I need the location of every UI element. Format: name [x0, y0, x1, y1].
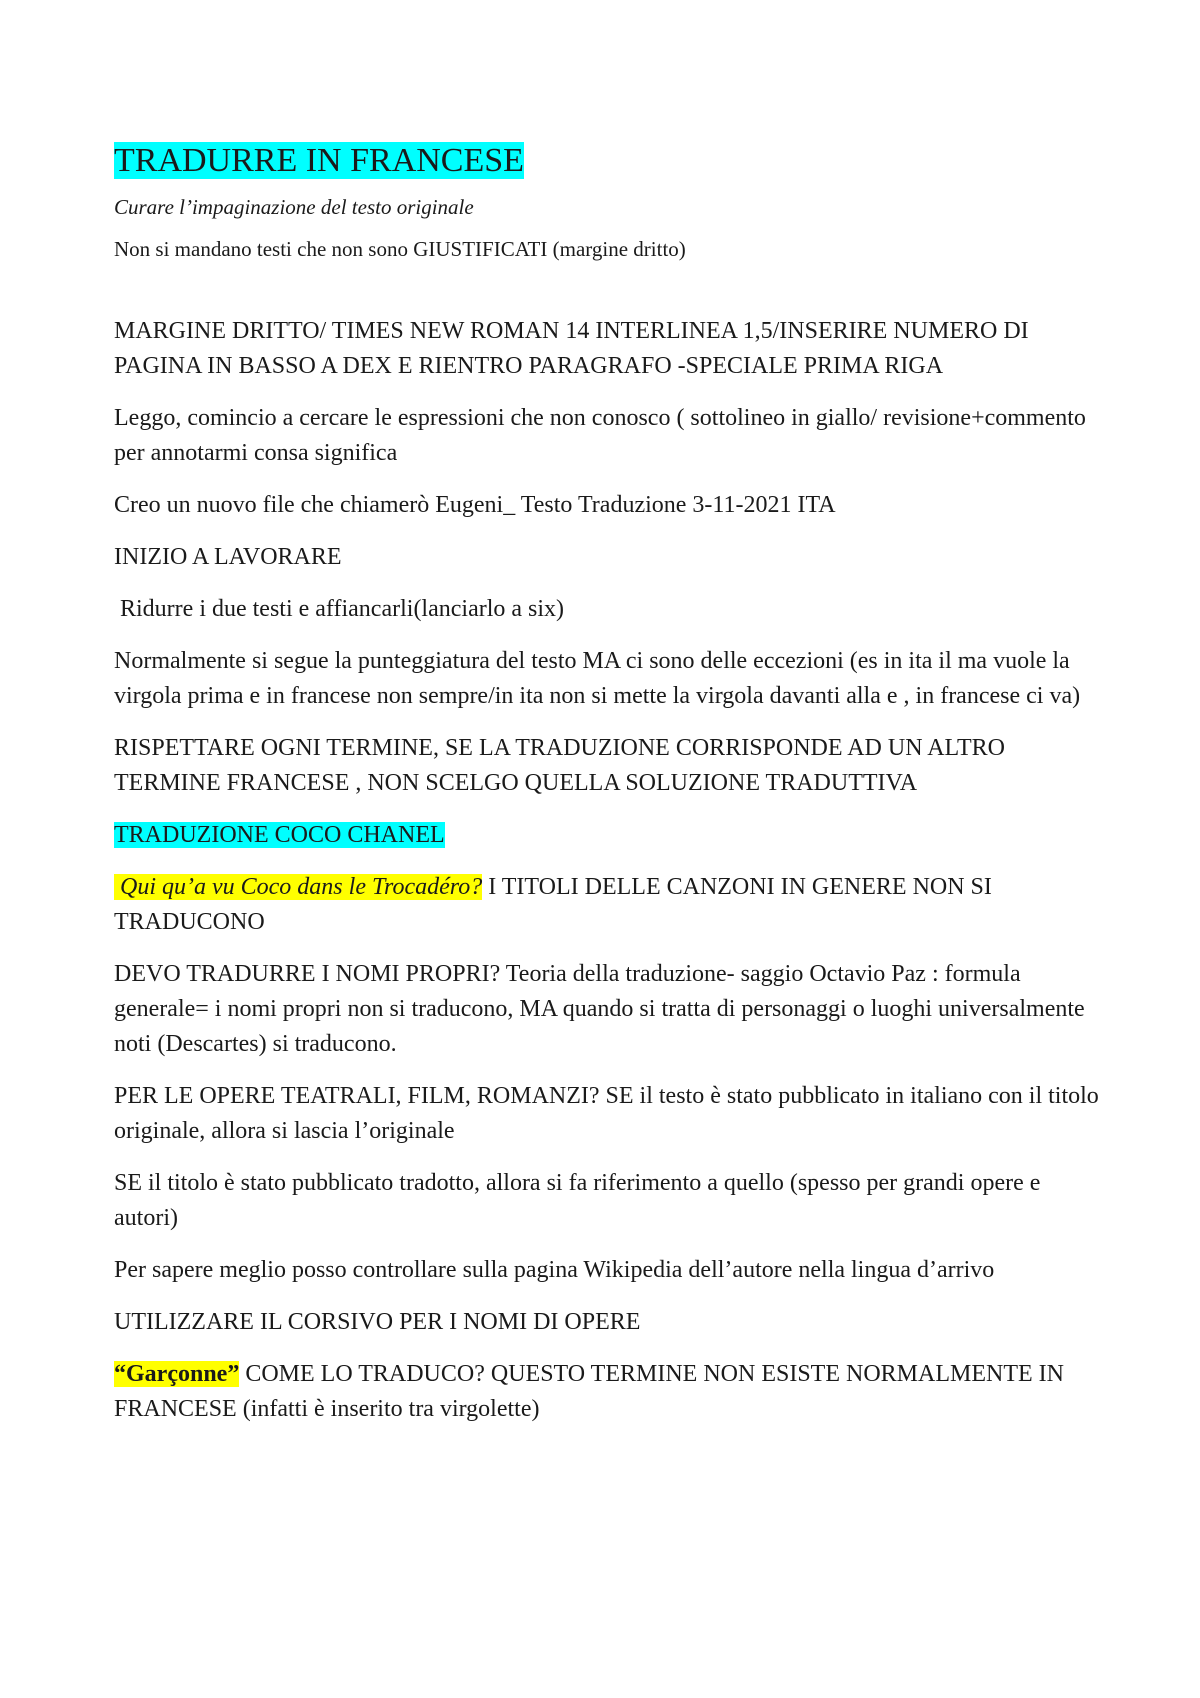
song-title-highlight: Qui qu’a vu Coco dans le Trocadéro? — [114, 874, 483, 900]
paragraph-song-title — [114, 870, 1104, 940]
paragraph-garconne — [114, 1357, 1104, 1427]
paragraph-works-titles: PER LE OPERE TEATRALI, FILM, ROMANZI? SE il testo è stato pubblicato in italiano con il titolo originale, allora si lascia l’originale — [114, 1083, 1099, 1144]
section-title — [114, 818, 1104, 853]
garconne-highlight: “Garçonne” — [114, 1361, 240, 1387]
paragraph-punctuation: Normalmente si segue la punteggiatura del testo MA ci sono delle eccezioni (es in ita il ma vuole la virgola prima e in francese non sempre/in ita non si mette la virgola davanti alla e , in francese ci va) — [114, 648, 1081, 709]
paragraph-new-file: Creo un nuovo file che chiamerò Eugeni_ Testo Traduzione 3-11-2021 ITA — [114, 492, 836, 518]
paragraph-reading: Leggo, comincio a cercare le espressioni che non conosco ( sottolineo in giallo/ revisione+commento per annotarmi consa significa — [114, 405, 1086, 466]
paragraph-formatting: MARGINE DRITTO/ TIMES NEW ROMAN 14 INTERLINEA 1,5/INSERIRE NUMERO DI PAGINA IN BASSO A DEX E RIENTRO PARAGRAFO -SPECIALE PRIMA RIGA — [114, 318, 1029, 379]
paragraph-italic-works: UTILIZZARE IL CORSIVO PER I NOMI DI OPERE — [114, 1309, 641, 1335]
section-title-text: TRADUZIONE COCO CHANEL — [114, 822, 445, 848]
justification-note: Non si mandano testi che non sono GIUSTIFICATI (margine dritto) — [114, 237, 686, 261]
paragraph-respect-terms: RISPETTARE OGNI TERMINE, SE LA TRADUZIONE CORRISPONDE AD UN ALTRO TERMINE FRANCESE , NON SCELGO QUELLA SOLUZIONE TRADUTTIVA — [114, 735, 1006, 796]
title-text: TRADURRE IN FRANCESE — [114, 142, 524, 179]
paragraph-translated-titles: SE il titolo è stato pubblicato tradotto, allora si fa riferimento a quello (spesso per grandi opere e autori) — [114, 1170, 1041, 1231]
paragraph-start-work: INIZIO A LAVORARE — [114, 544, 342, 570]
song-title-rest: I TITOLI DELLE CANZONI IN GENERE NON SI TRADUCONO — [114, 874, 998, 935]
subtitle: Curare l’impaginazione del testo originale — [114, 195, 474, 219]
paragraph-reduce-texts: Ridurre i due testi e affiancarli(lanciarlo a six) — [114, 596, 565, 622]
paragraph-wikipedia: Per sapere meglio posso controllare sulla pagina Wikipedia dell’autore nella lingua d’arrivo — [114, 1257, 995, 1283]
document-title — [114, 140, 1104, 182]
paragraph-proper-names: DEVO TRADURRE I NOMI PROPRI? Teoria della traduzione- saggio Octavio Paz : formula generale= i nomi propri non si traducono, MA quando si tratta di personaggi o luoghi universalmente noti (Descartes) si traducono. — [114, 961, 1085, 1057]
garconne-rest: COME LO TRADUCO? QUESTO TERMINE NON ESISTE NORMALMENTE IN FRANCESE (infatti è inserito tra virgolette) — [114, 1361, 1070, 1422]
document-page — [114, 140, 1104, 1444]
